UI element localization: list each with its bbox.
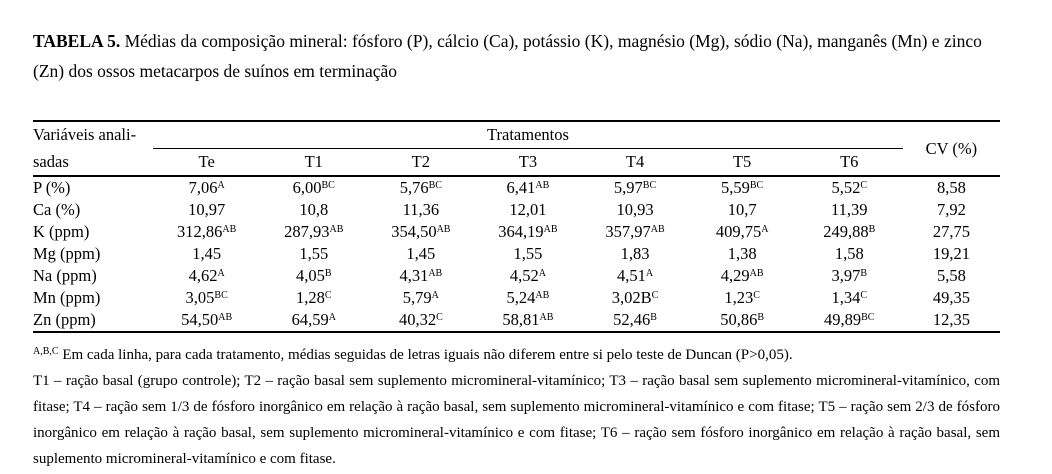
- table-row-mg: [33, 243, 1000, 265]
- table-cell: $364,19^{AB}$: [498, 222, 558, 241]
- table-cell: 10,97: [188, 200, 226, 219]
- table-cell: $354,50^{AB}$: [391, 222, 451, 241]
- table-row-p: [33, 176, 1000, 199]
- table-cell: $4,29^{AB}$: [720, 266, 764, 285]
- table-cell: $49,89^{BC}$: [796, 309, 903, 332]
- table-cell: $5,76^{BC}$: [399, 178, 442, 197]
- table-cell: $1,23^C$: [724, 288, 760, 307]
- cv-cell: 49,35: [932, 288, 970, 307]
- table-cell: 1,45: [406, 244, 436, 263]
- table-cell: $4,52^A$: [509, 266, 546, 285]
- row-label: Ca (%): [33, 200, 81, 219]
- table-header-row-1: [33, 121, 1000, 149]
- row-label: K (ppm): [33, 222, 90, 241]
- column-header-t2: T2: [367, 149, 474, 177]
- column-header-t1: T1: [260, 149, 367, 177]
- variables-header-line2: sadas: [33, 149, 153, 177]
- table-row-zn: [33, 309, 1000, 332]
- table-cell: 10,7: [727, 200, 757, 219]
- table-cell: $249,88^B$: [823, 222, 876, 241]
- table-cell: $6,41^{AB}$: [506, 178, 550, 197]
- table-cell: $64,59^A$: [260, 309, 367, 332]
- table-cell: $6,00^{BC}$: [292, 178, 335, 197]
- table-cell: 10,8: [299, 200, 329, 219]
- table-cell: $3,97^B$: [831, 266, 868, 285]
- table-cell: $4,05^B$: [295, 266, 332, 285]
- row-label: P (%): [33, 178, 71, 197]
- column-header-t5: T5: [689, 149, 796, 177]
- cv-cell: 27,75: [932, 222, 970, 241]
- table-body: [33, 176, 1000, 332]
- table-caption: [33, 26, 1000, 86]
- table-cell: $5,52^C$: [831, 178, 868, 197]
- table-cell: 10,93: [616, 200, 654, 219]
- cv-cell: 12,35: [903, 309, 1000, 332]
- footnote-significance: $^{A,B,C}$ Em cada linha, para cada tratamento, médias seguidas de letras iguais não diferem entre si pelo teste de Duncan (P>0,05).: [33, 345, 793, 363]
- row-label: Mn (ppm): [33, 288, 101, 307]
- column-header-te: Te: [153, 149, 260, 177]
- mineral-composition-table: [33, 120, 1000, 333]
- table-row-ca: [33, 199, 1000, 221]
- footnote-superscript: A,B,C: [33, 345, 59, 357]
- table-cell: $1,34^C$: [831, 288, 868, 307]
- column-header-t3: T3: [474, 149, 581, 177]
- table-cell: $52,46^B$: [581, 309, 688, 332]
- table-cell: $5,97^{BC}$: [613, 178, 657, 197]
- table-footnotes: [33, 342, 1000, 472]
- table-cell: 1,58: [834, 244, 864, 263]
- table-cell: $287,93^{AB}$: [284, 222, 344, 241]
- table-cell: $3,02B^C$: [611, 288, 659, 307]
- table-cell: $58,81^{AB}$: [474, 309, 581, 332]
- data-table-container: [33, 120, 1000, 333]
- table-caption-label: TABELA 5.: [33, 31, 121, 51]
- table-cell: $4,62^A$: [188, 266, 225, 285]
- cv-cell: 19,21: [932, 244, 970, 263]
- table-cell: $50,86^B$: [689, 309, 796, 332]
- cv-cell: 8,58: [936, 178, 966, 197]
- table-cell: $357,97^{AB}$: [605, 222, 665, 241]
- footnote-treatments: T1 – ração basal (grupo controle); T2 – ração basal sem suplemento micromineral-vitamínico; T3 – ração basal sem suplemento micromineral-vitamínico, com fitase; T4 – ração sem 1/3 de fósforo inorgânico em relação à ração basal, sem suplemento micromineral-vitamínico e com fitase; T5 – ração sem 2/3 de fósforo inorgânico em relação à ração basal, sem suplemento micromineral-vitamínico e com fitase; T6 – ração sem fósforo inorgânico em relação à ração basal, sem suplemento micromineral-vitamínico e com fitase.: [33, 373, 1000, 467]
- cv-header: CV (%): [903, 121, 1000, 176]
- table-cell: $7,06^A$: [188, 178, 225, 197]
- row-label: Mg (ppm): [33, 244, 101, 263]
- row-label: Na (ppm): [33, 266, 97, 285]
- table-cell: $40,32^C$: [367, 309, 474, 332]
- table-cell: 1,38: [727, 244, 757, 263]
- column-header-t4: T4: [581, 149, 688, 177]
- table-cell: 12,01: [509, 200, 547, 219]
- table-row-k: [33, 221, 1000, 243]
- cv-cell: 7,92: [936, 200, 966, 219]
- table-cell: 1,45: [192, 244, 222, 263]
- table-cell: 11,39: [831, 200, 868, 219]
- table-row-mn: [33, 287, 1000, 309]
- table-cell: $54,50^{AB}$: [153, 309, 260, 332]
- table-cell: 1,55: [513, 244, 543, 263]
- table-cell: $4,31^{AB}$: [399, 266, 443, 285]
- table-row-na: [33, 265, 1000, 287]
- table-cell: 1,55: [299, 244, 329, 263]
- table-cell: $5,59^{BC}$: [721, 178, 764, 197]
- table-cell: $409,75^A$: [715, 222, 769, 241]
- table-header: [33, 121, 1000, 176]
- variables-header-line1: Variáveis anali-: [33, 125, 137, 145]
- table-cell: $5,79^A$: [402, 288, 439, 307]
- table-cell: 1,83: [620, 244, 650, 263]
- table-cell: $5,24^{AB}$: [506, 288, 550, 307]
- treatments-group-header: Tratamentos: [153, 121, 903, 149]
- row-label: Zn (ppm): [33, 309, 153, 332]
- table-cell: $3,05^{BC}$: [185, 288, 228, 307]
- table-cell: 11,36: [402, 200, 440, 219]
- table-header-row-2: [33, 149, 1000, 177]
- column-header-t6: T6: [796, 149, 903, 177]
- table-cell: $1,28^C$: [295, 288, 332, 307]
- table-cell: $312,86^{AB}$: [177, 222, 237, 241]
- table-caption-text-line1: Médias da composição mineral: fósforo (P), cálcio (Ca), potássio (K), magnésio (Mg), sódio (Na), manganês (Mn) e zinco: [120, 31, 982, 51]
- cv-cell: 5,58: [936, 266, 966, 285]
- table-cell: $4,51^A$: [616, 266, 654, 285]
- table-caption-text-line2: (Zn) dos ossos metacarpos de suínos em terminação: [33, 61, 398, 81]
